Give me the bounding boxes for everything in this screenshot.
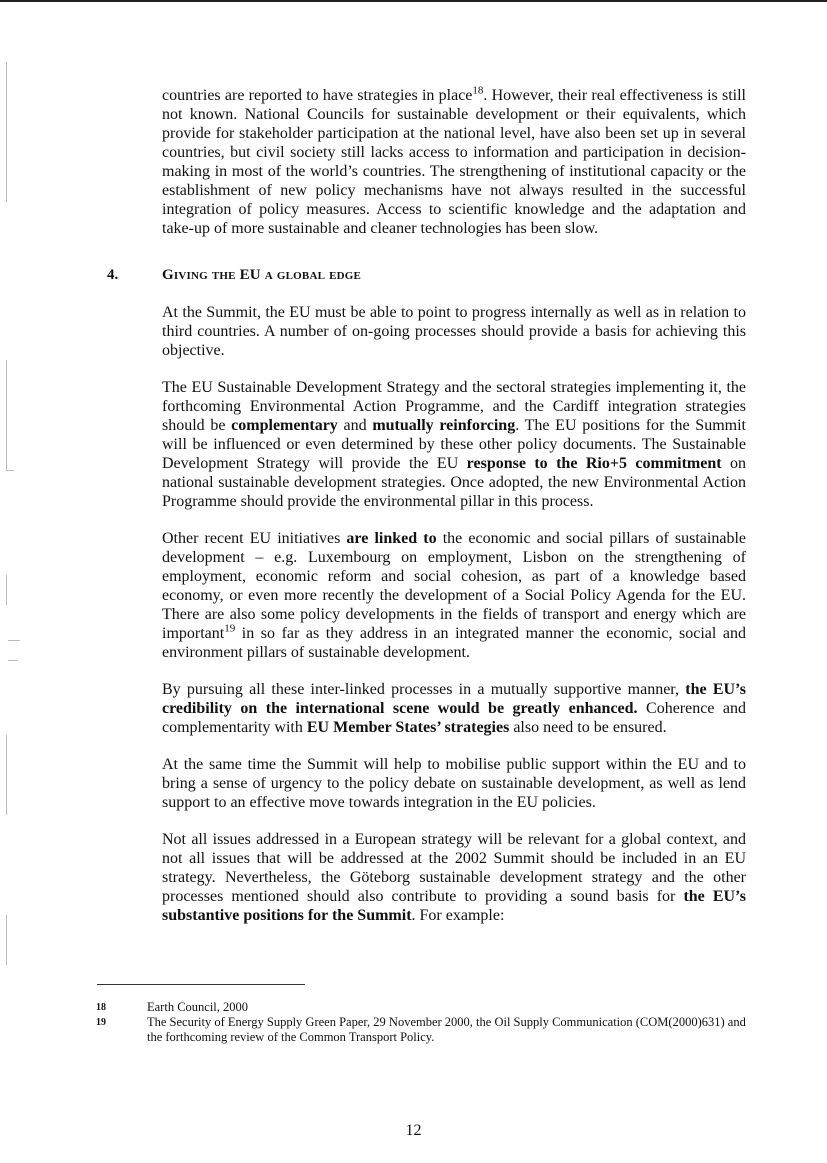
- section-heading: [107, 267, 746, 284]
- top-border-line: [0, 0, 827, 2]
- footnote-text: Earth Council, 2000: [147, 1000, 249, 1014]
- document-body: [107, 84, 747, 943]
- footnote-text: The Security of Energy Supply Green Paper, 29 November 2000, the Oil Supply Communication (COM(2000)631) and the forthcoming review of the Common Transport Policy.: [147, 1015, 746, 1044]
- footnotes: [96, 1000, 746, 1045]
- paragraph-other-initiatives: Other recent EU initiatives are linked to the economic and social pillars of sustainable development – e.g. Luxembourg on employment, Lisbon on the strengthening of employment, economic reform and social cohesion, as part of a knowledge based economy, or even more recently the development of a Social Policy Agenda for the EU. There are also some policy developments in the fields of transport and energy which are important$^{19}$ in so far as they address in an integrated manner the economic, social and environment pillars of sustainable development.: [162, 530, 747, 661]
- footnote-19: [96, 1015, 746, 1045]
- paragraph-continuation: countries are reported to have strategies in place$^{18}$. However, their real effectiveness is still not known. National Councils for sustainable development or their equivalents, which provide for stakeholder participation at the national level, have also been set up in several countries, but civil society still lacks access to information and participation in decision-making in most of the world’s countries. The strengthening of institutional capacity or the establishment of new policy mechanisms have not always resulted in the successful integration of policy measures. Access to scientific knowledge and the adaptation and take-up of more sustainable and cleaner technologies has been slow.: [162, 84, 746, 237]
- footnote-number: 18: [96, 1002, 106, 1013]
- section-title: Giving the EU a global edge: [162, 267, 362, 283]
- footnote-separator: [97, 984, 305, 985]
- paragraph-eu-strategy: The EU Sustainable Development Strategy and the sectoral strategies implementing it, the forthcoming Environmental Action Programme, and the Cardiff integration strategies should be complementary and mutually reinforcing. The EU positions for the Summit will be influenced or even determined by these other policy documents. The Sustainable Development Strategy will provide the EU response to the Rio+5 commitment on national sustainable development strategies. Once adopted, the new Environmental Action Programme should provide the environmental pillar in this process.: [162, 379, 746, 510]
- paragraph-credibility: By pursuing all these inter-linked processes in a mutually supportive manner, the EU’s credibility on the international scene would be greatly enhanced. Coherence and complementarity with EU Member States’ strategies also need to be ensured.: [162, 681, 746, 736]
- paragraph-public-support: At the same time the Summit will help to mobilise public support within the EU and to bring a sense of urgency to the policy debate on sustainable development, as well as lend support to an effective move towards integration in the EU policies.: [162, 756, 746, 811]
- footnote-ref-19[interactable]: 19: [224, 622, 236, 635]
- footnote-number: 19: [96, 1017, 106, 1028]
- paragraph-global-context: Not all issues addressed in a European strategy will be relevant for a global context, and not all issues that will be addressed at the 2002 Summit should be included in an EU strategy. Nevertheless, the Göteborg sustainable development strategy and the other processes mentioned should also contribute to providing a sound basis for the EU’s substantive positions for the Summit. For example:: [162, 831, 747, 924]
- footnote-ref-18[interactable]: 18: [472, 84, 484, 97]
- section-number: 4.: [107, 267, 119, 283]
- page-number: 12: [405, 1122, 422, 1139]
- paragraph-summit-progress: At the Summit, the EU must be able to point to progress internally as well as in relation to third countries. A number of on-going processes should provide a basis for achieving this objective.: [162, 304, 746, 359]
- footnote-18: [96, 1000, 746, 1015]
